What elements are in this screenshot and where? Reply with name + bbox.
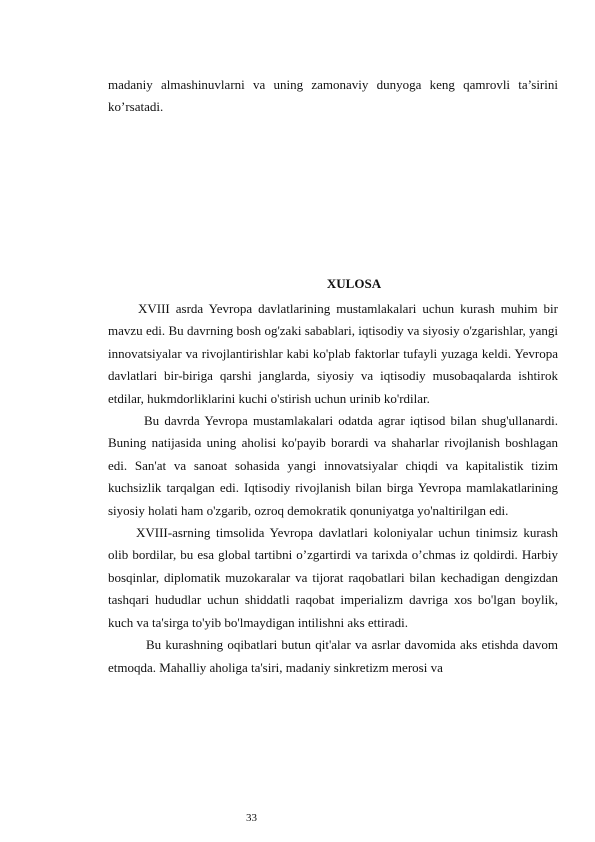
paragraph: XVIII asrda Yevropa davlatlarining mustamlakalari uchun kurash muhim bir mavzu edi. Bu davrning bosh og'zaki sabablari, iqtisodiy va siyosiy o'zgarishlar, yangi innovatsiyalar va rivojlantirishlar kabi ko'plab faktorlar tufayli yuzaga keldi. Yevropa davlatlari bir-biriga qarshi janglarda, siyosiy va iqtisodiy musobaqalarda ishtirok etdilar, hukmdorliklarini kuchi o'stirish uchun urinib ko'rdilar.	[108, 301, 558, 406]
intro-paragraph: madaniy almashinuvlarni va uning zamonaviy dunyoga keng qamrovli ta’sirini ko’rsatadi.	[108, 77, 558, 115]
section-title: XULOSA	[326, 276, 382, 291]
paragraph: Bu davrda Yevropa mustamlakalari odatda agrar iqtisod bilan shug'ullanardi. Buning natijasida uning aholisi ko'payib borardi va shaharlar rivojlanish boshlagan edi. San'at va sanoat sohasida yangi innovatsiyalar chiqdi va kapitalistik tizim kuchsizlik tarqalgan edi. Iqtisodiy rivojlanish bilan birga Yevropa mamlakatlarining siyosiy holati ham o'zgarib, ozroq demokratik qonuniyatga yo'naltirilgan edi.	[108, 413, 558, 518]
paragraph: XVIII-asrning timsolida Yevropa davlatlari koloniyalar uchun tinimsiz kurash olib bordilar, bu esa global tartibni o’zgartirdi va tarixda o’chmas iz qoldirdi. Harbiy bosqinlar, diplomatik muzokaralar va tijorat raqobatlari bilan kechadigan dengizdan tashqari hududlar uchun shiddatli raqobat imperializm davriga xos bo'lgan boylik, kuch va ta'sirga to'yib bo'lmaydigan intilishni aks ettiradi.	[108, 525, 558, 630]
page-number: 33	[246, 812, 257, 824]
paragraph: Bu kurashning oqibatlari butun qit'alar va asrlar davomida aks etishda davom etmoqda. Mahalliy aholiga ta'siri, madaniy sinkretizm merosi va	[108, 637, 558, 675]
conclusion-body	[108, 298, 558, 679]
